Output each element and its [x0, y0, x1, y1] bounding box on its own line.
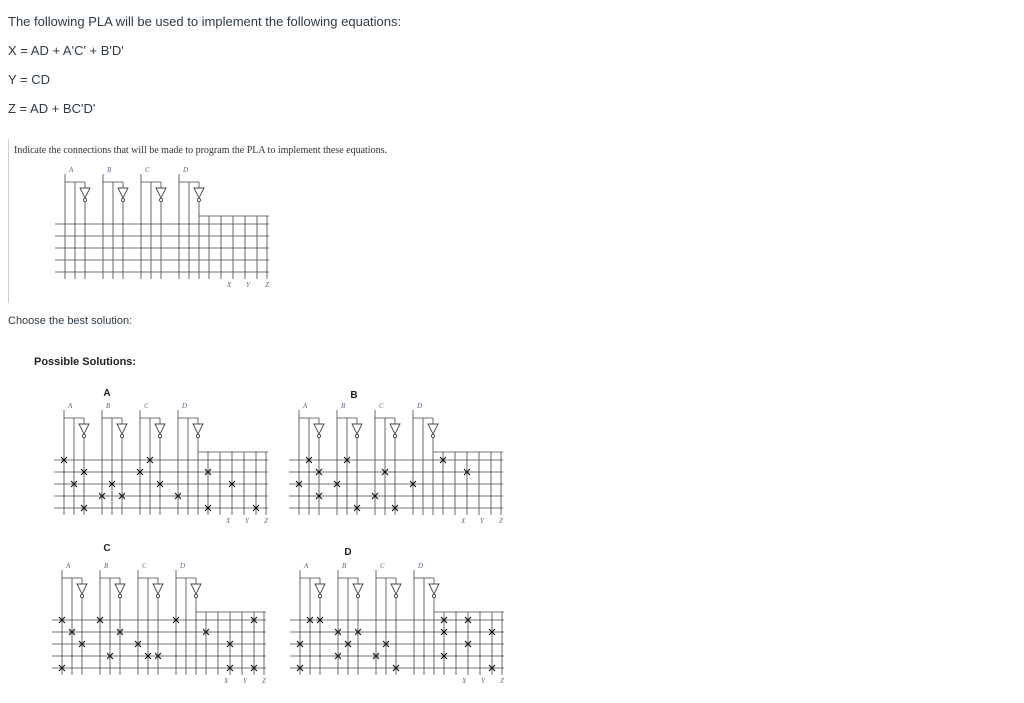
- input-label-c: C: [380, 562, 385, 570]
- input-label-a: A: [68, 402, 73, 410]
- input-label-a: A: [66, 562, 71, 570]
- inverter-bubble: [432, 594, 435, 597]
- inverter-icon: [156, 188, 166, 198]
- inverter-icon: [391, 584, 401, 594]
- inverter-bubble: [118, 594, 121, 597]
- inverter-icon: [153, 584, 163, 594]
- input-label-c: C: [145, 166, 150, 174]
- output-label-z: Z: [499, 517, 503, 525]
- output-label-z: Z: [265, 281, 269, 289]
- solutions-heading: Possible Solutions:: [34, 356, 137, 368]
- inverter-icon: [77, 584, 87, 594]
- output-label-z: Z: [262, 677, 266, 685]
- output-label-z: Z: [264, 517, 268, 525]
- inverter-bubble: [356, 594, 359, 597]
- equation-y: Y = CD: [8, 72, 51, 87]
- input-label-d: D: [418, 562, 424, 570]
- output-label-y: Y: [481, 677, 485, 685]
- output-label-y: Y: [243, 677, 247, 685]
- input-label-d: D: [183, 166, 189, 174]
- inverter-bubble: [431, 434, 434, 437]
- input-label-a: A: [69, 166, 74, 174]
- inverter-bubble: [393, 434, 396, 437]
- inverter-bubble: [121, 198, 124, 201]
- output-label-x: X: [227, 281, 232, 289]
- inverter-bubble: [120, 434, 123, 437]
- inverter-bubble: [317, 434, 320, 437]
- input-label-c: C: [144, 402, 149, 410]
- input-label-b: B: [104, 562, 109, 570]
- question-prompt-panel: [8, 139, 499, 303]
- output-label-x: X: [226, 517, 231, 525]
- input-label-b: B: [106, 402, 111, 410]
- inverter-bubble: [80, 594, 83, 597]
- input-label-a: A: [304, 562, 309, 570]
- inverter-bubble: [158, 434, 161, 437]
- solution-b-diagram[interactable]: [255, 400, 505, 525]
- input-label-b: B: [341, 402, 346, 410]
- inverter-bubble: [194, 594, 197, 597]
- input-label-d: D: [417, 402, 423, 410]
- inverter-icon: [314, 424, 324, 434]
- solution-b-label: B: [350, 390, 358, 401]
- solution-c-diagram[interactable]: [18, 560, 268, 685]
- inverter-icon: [193, 424, 203, 434]
- input-label-b: B: [107, 166, 112, 174]
- inverter-icon: [191, 584, 201, 594]
- output-label-y: Y: [245, 517, 249, 525]
- inverter-bubble: [196, 434, 199, 437]
- inverter-icon: [80, 188, 90, 198]
- inverter-bubble: [318, 594, 321, 597]
- inverter-icon: [118, 188, 128, 198]
- inverter-icon: [315, 584, 325, 594]
- input-label-a: A: [303, 402, 308, 410]
- solution-c-label: C: [103, 543, 111, 554]
- output-label-x: X: [224, 677, 229, 685]
- output-label-y: Y: [480, 517, 484, 525]
- inverter-icon: [79, 424, 89, 434]
- inverter-icon: [429, 584, 439, 594]
- inverter-icon: [428, 424, 438, 434]
- inverter-bubble: [83, 198, 86, 201]
- question-intro: The following PLA will be used to implement the following equations:: [8, 14, 402, 29]
- solution-a-label: A: [103, 388, 111, 399]
- equation-z: Z = AD + BC'D': [8, 101, 96, 116]
- solution-d-diagram[interactable]: [256, 560, 506, 685]
- input-label-d: D: [180, 562, 186, 570]
- inverter-bubble: [197, 198, 200, 201]
- output-label-z: Z: [500, 677, 504, 685]
- input-label-b: B: [342, 562, 347, 570]
- solution-a-diagram[interactable]: [20, 400, 270, 525]
- inverter-bubble: [156, 594, 159, 597]
- inverter-bubble: [82, 434, 85, 437]
- output-label-y: Y: [246, 281, 250, 289]
- input-label-c: C: [379, 402, 384, 410]
- inverter-icon: [115, 584, 125, 594]
- inverter-icon: [352, 424, 362, 434]
- choose-label: Choose the best solution:: [8, 315, 133, 327]
- inverter-icon: [117, 424, 127, 434]
- input-label-c: C: [142, 562, 147, 570]
- inverter-bubble: [355, 434, 358, 437]
- solution-d-label: D: [344, 547, 352, 558]
- inverter-icon: [390, 424, 400, 434]
- output-label-x: X: [462, 677, 467, 685]
- inverter-icon: [155, 424, 165, 434]
- inverter-icon: [194, 188, 204, 198]
- question-prompt: Indicate the connections that will be made to program the PLA to implement these equations.: [14, 145, 387, 156]
- equation-x: X = AD + A'C' + B'D': [8, 43, 124, 58]
- inverter-bubble: [159, 198, 162, 201]
- inverter-icon: [353, 584, 363, 594]
- output-label-x: X: [461, 517, 466, 525]
- input-label-d: D: [182, 402, 188, 410]
- pla-diagram: [21, 164, 271, 289]
- inverter-bubble: [394, 594, 397, 597]
